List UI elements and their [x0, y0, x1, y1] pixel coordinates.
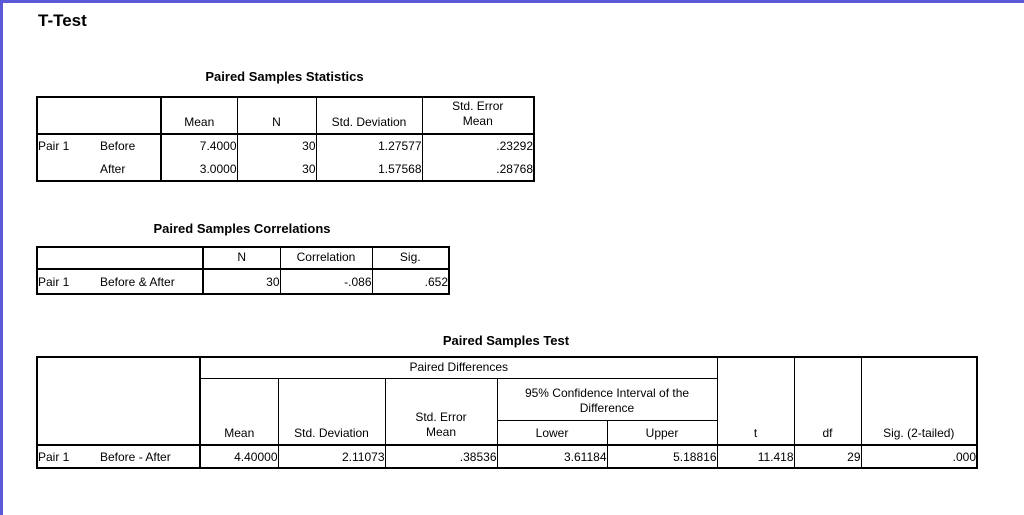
- stats-header-std-deviation: Std. Deviation: [316, 97, 422, 134]
- stats-header-stub: [37, 97, 161, 134]
- test-header-sig: Sig. (2-tailed): [861, 357, 977, 445]
- correlations-sig: .652: [372, 269, 449, 294]
- stats-table: [36, 96, 535, 182]
- stats-before-mean: 7.4000: [161, 134, 237, 157]
- test-table: [36, 356, 978, 469]
- test-header-stub: [37, 357, 200, 445]
- correlations-table: [36, 246, 450, 295]
- correlations-n: 30: [203, 269, 280, 294]
- variable-label: Before: [100, 139, 136, 153]
- stats-before-std-deviation: 1.27577: [316, 134, 422, 157]
- stats-row-label: [37, 157, 161, 181]
- test-header-lower: Lower: [497, 420, 607, 445]
- stats-after-mean: 3.0000: [161, 157, 237, 181]
- variable-label: Before & After: [100, 274, 175, 289]
- stats-header-mean: Mean: [161, 97, 237, 134]
- test-ci-upper: 5.18816: [607, 445, 717, 468]
- test-df-value: 29: [794, 445, 861, 468]
- test-header-t: t: [717, 357, 794, 445]
- pair-label: Pair 1: [38, 274, 70, 289]
- test-header-row-1: [37, 357, 977, 378]
- table-row: [37, 157, 534, 181]
- pair-label: Pair 1: [38, 449, 70, 464]
- stats-after-n: 30: [237, 157, 316, 181]
- test-sig-value: .000: [861, 445, 977, 468]
- correlations-table-title: Paired Samples Correlations: [153, 221, 331, 236]
- stats-before-n: 30: [237, 134, 316, 157]
- test-std-error-mean: .38536: [385, 445, 497, 468]
- correlations-header-sig: Sig.: [372, 247, 449, 269]
- stats-header-row: [37, 97, 534, 134]
- test-header-paired-differences: Paired Differences: [200, 357, 717, 378]
- correlations-header-n: N: [203, 247, 280, 269]
- pair-label: Pair 1: [38, 139, 70, 153]
- test-header-df: df: [794, 357, 861, 445]
- test-header-ci: 95% Confidence Interval of the Difference: [497, 378, 717, 420]
- test-header-std-deviation: Std. Deviation: [278, 378, 385, 445]
- table-row: [37, 134, 534, 157]
- test-ci-lower: 3.61184: [497, 445, 607, 468]
- test-t-value: 11.418: [717, 445, 794, 468]
- stats-row-label: [37, 134, 161, 157]
- test-row-label: [37, 445, 200, 468]
- test-header-std-error-mean: Std. Error Mean: [385, 378, 497, 445]
- page-title: T-Test: [38, 11, 87, 30]
- stats-header-n: N: [237, 97, 316, 134]
- stats-header-std-error-mean: Std. Error Mean: [422, 97, 534, 134]
- correlations-header-correlation: Correlation: [280, 247, 372, 269]
- table-row: [37, 269, 449, 294]
- correlations-value: -.086: [280, 269, 372, 294]
- test-table-title: Paired Samples Test: [442, 333, 570, 348]
- stats-after-std-error-mean: .28768: [422, 157, 534, 181]
- variable-label: Before - After: [100, 449, 171, 464]
- test-std-deviation: 2.11073: [278, 445, 385, 468]
- stats-table-title: Paired Samples Statistics: [205, 69, 364, 84]
- test-header-mean: Mean: [200, 378, 278, 445]
- stats-after-std-deviation: 1.57568: [316, 157, 422, 181]
- variable-label: After: [100, 161, 126, 176]
- stats-before-std-error-mean: .23292: [422, 134, 534, 157]
- test-header-upper: Upper: [607, 420, 717, 445]
- table-row: [37, 445, 977, 468]
- correlations-header-stub: [37, 247, 203, 269]
- correlations-row-label: [37, 269, 203, 294]
- test-mean: 4.40000: [200, 445, 278, 468]
- correlations-header-row: [37, 247, 449, 269]
